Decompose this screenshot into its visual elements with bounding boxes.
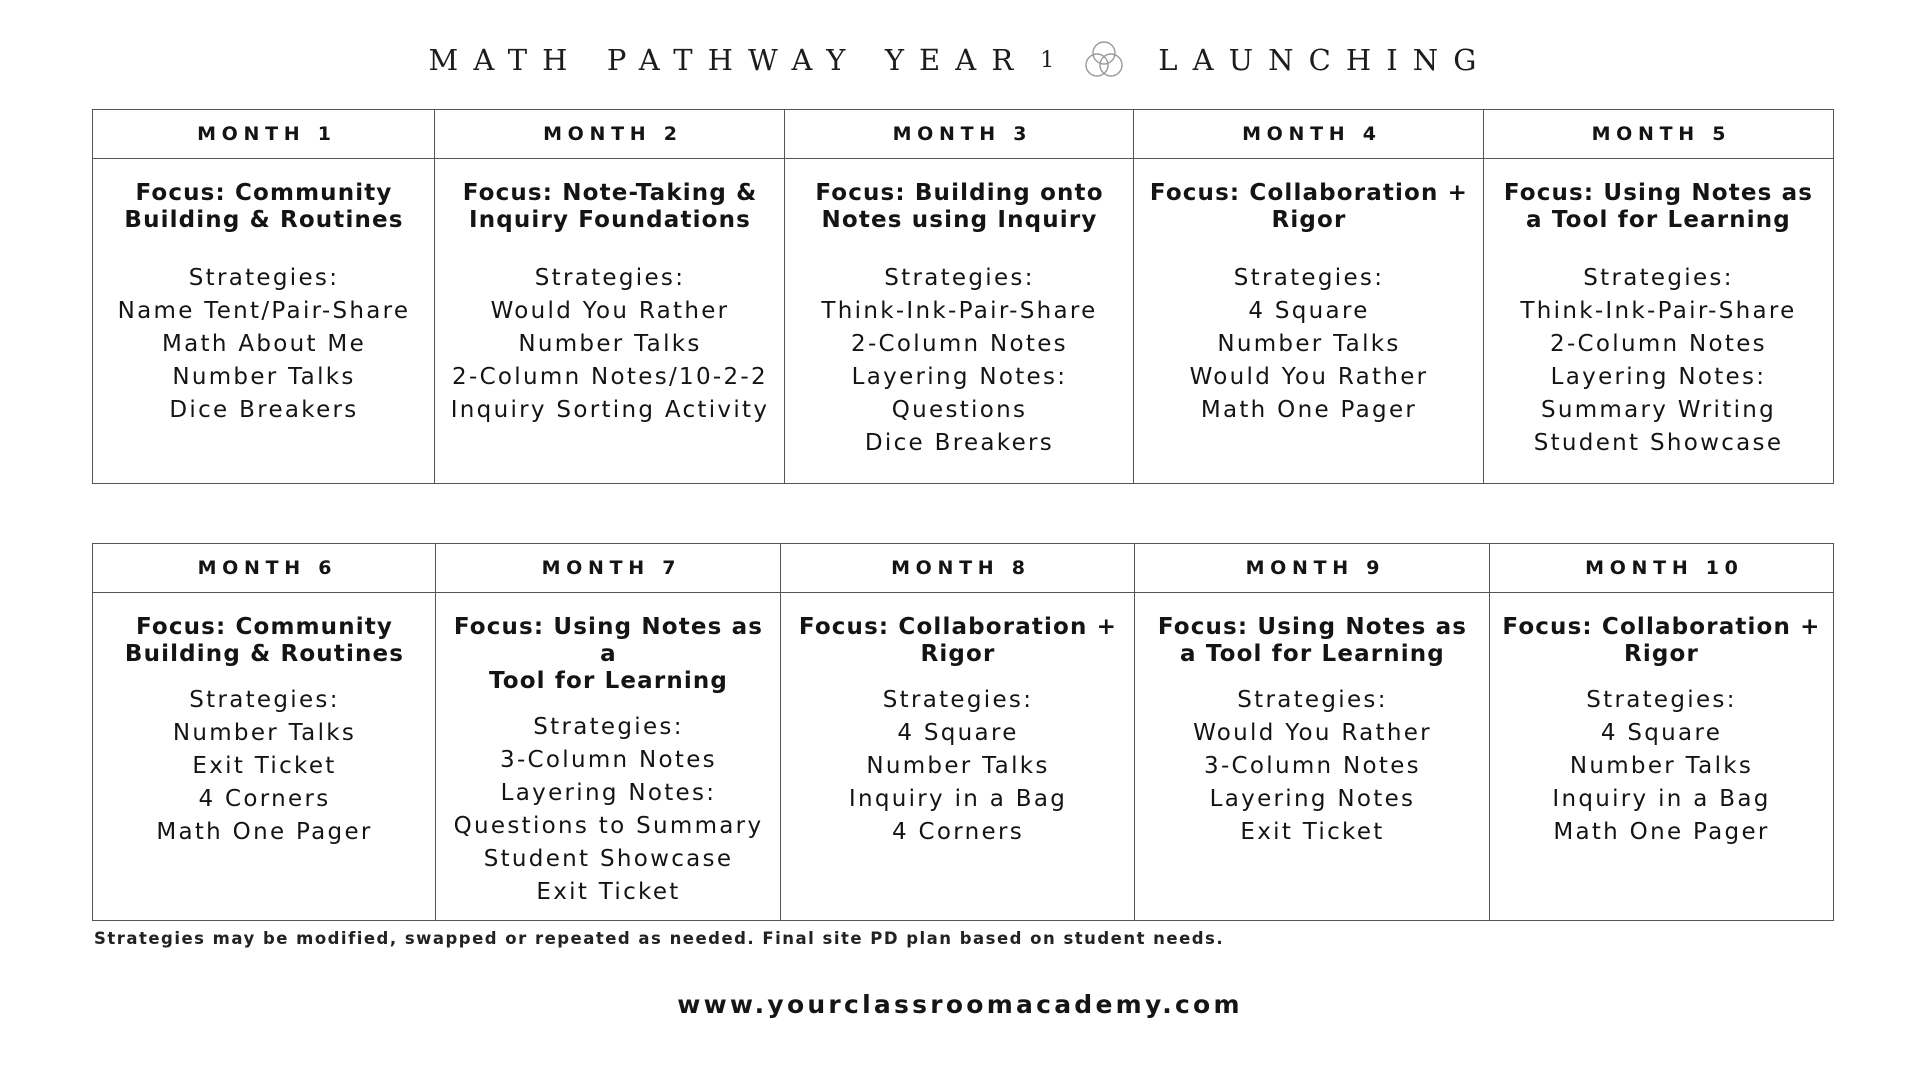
- strategy-item: Student Showcase: [1533, 430, 1784, 456]
- strategy-item: 2-Column Notes/10-2-2: [452, 364, 768, 390]
- strategy-item: 4 Square: [897, 720, 1019, 746]
- strategy-item: 2-Column Notes: [1550, 331, 1767, 357]
- month-focus: Focus: Using Notes as a Tool for Learning: [1157, 614, 1468, 667]
- footnote: Strategies may be modified, swapped or repeated as needed. Final site PD plan based on student needs.: [94, 929, 1225, 948]
- overlapping-circles-icon: [1080, 36, 1128, 84]
- strategy-item: Math One Pager: [156, 819, 373, 845]
- strategies-heading: Strategies:: [1583, 265, 1734, 291]
- page-header: [0, 32, 1920, 88]
- strategy-list: [93, 684, 436, 849]
- strategy-item: Exit Ticket: [1240, 819, 1385, 845]
- page-title-left: MATH PATHWAY YEAR: [428, 43, 1029, 77]
- strategy-item: Layering Notes: [1209, 786, 1416, 812]
- month-column: [1489, 544, 1834, 920]
- page-title-right: LAUNCHING: [1158, 43, 1492, 77]
- strategy-list: [1134, 262, 1484, 427]
- strategy-item: 4 Corners: [198, 786, 331, 812]
- month-label: MONTH 2: [435, 110, 785, 159]
- month-focus: Focus: Using Notes as a Tool for Learning: [1503, 180, 1814, 233]
- strategies-heading: Strategies:: [1586, 687, 1737, 713]
- strategies-heading: Strategies:: [1237, 687, 1388, 713]
- month-label: MONTH 1: [93, 110, 435, 159]
- month-label: MONTH 4: [1134, 110, 1484, 159]
- strategy-item: Exit Ticket: [536, 879, 681, 905]
- month-label: MONTH 6: [93, 544, 436, 593]
- strategy-item: Math One Pager: [1200, 397, 1418, 423]
- strategy-item: Student Showcase: [483, 846, 734, 872]
- month-focus: Focus: Building onto Notes using Inquiry: [815, 180, 1104, 233]
- strategy-item: Would You Rather: [490, 298, 730, 324]
- strategy-list: [1135, 684, 1490, 849]
- strategy-item: 4 Square: [1248, 298, 1370, 324]
- month-column: [1133, 110, 1484, 483]
- month-focus: Focus: Collaboration + Rigor: [1502, 614, 1821, 667]
- strategy-item: Questions to Summary: [453, 813, 764, 839]
- month-label: MONTH 9: [1135, 544, 1490, 593]
- strategy-item: Number Talks: [518, 331, 702, 357]
- month-column: [780, 544, 1135, 920]
- strategies-heading: Strategies:: [884, 265, 1035, 291]
- month-focus: Focus: Collaboration + Rigor: [1149, 180, 1469, 233]
- strategy-item: Inquiry Sorting Activity: [450, 397, 770, 423]
- month-column: [1134, 544, 1490, 920]
- strategy-item: Exit Ticket: [192, 753, 337, 779]
- months-grid-bottom: [92, 543, 1834, 921]
- strategy-item: 3-Column Notes: [500, 747, 717, 773]
- month-column: [1483, 110, 1834, 483]
- month-label: MONTH 10: [1490, 544, 1833, 593]
- strategy-item: Would You Rather: [1189, 364, 1429, 390]
- month-label: MONTH 5: [1484, 110, 1833, 159]
- strategy-item: Number Talks: [172, 364, 356, 390]
- strategy-item: Number Talks: [1569, 753, 1754, 779]
- strategy-item: Layering Notes:: [1550, 364, 1767, 390]
- strategy-list: [1484, 262, 1833, 460]
- strategy-list: [93, 262, 435, 427]
- strategy-item: Layering Notes:: [851, 364, 1068, 390]
- strategy-item: 3-Column Notes: [1204, 753, 1421, 779]
- strategies-heading: Strategies:: [188, 265, 340, 291]
- strategies-heading: Strategies:: [1233, 265, 1385, 291]
- strategy-item: Inquiry in a Bag: [1552, 786, 1771, 812]
- strategy-item: Summary Writing: [1540, 397, 1777, 423]
- strategy-item: Math One Pager: [1553, 819, 1770, 845]
- month-label: MONTH 7: [436, 544, 781, 593]
- strategy-item: Math About Me: [161, 331, 367, 357]
- strategies-heading: Strategies:: [882, 687, 1034, 713]
- month-focus: Focus: Community Building & Routines: [124, 180, 404, 233]
- strategy-item: Number Talks: [172, 720, 357, 746]
- strategy-item: Think-Ink-Pair-Share: [821, 298, 1098, 324]
- strategy-item: Dice Breakers: [864, 430, 1055, 456]
- month-column: [92, 110, 435, 483]
- strategy-item: 2-Column Notes: [851, 331, 1068, 357]
- month-focus: Focus: Note-Taking & Inquiry Foundations: [462, 180, 758, 233]
- website-url[interactable]: www.yourclassroomacademy.com: [677, 990, 1243, 1019]
- strategy-item: Dice Breakers: [169, 397, 359, 423]
- strategy-item: Layering Notes:: [500, 780, 717, 806]
- month-label: MONTH 8: [781, 544, 1135, 593]
- month-column: [435, 544, 781, 920]
- strategy-item: Name Tent/Pair-Share: [117, 298, 411, 324]
- strategy-list: [785, 262, 1134, 460]
- strategies-heading: Strategies:: [189, 687, 340, 713]
- strategy-item: 4 Square: [1600, 720, 1723, 746]
- month-focus: Focus: Collaboration + Rigor: [798, 614, 1118, 667]
- strategy-item: Think-Ink-Pair-Share: [1520, 298, 1797, 324]
- strategy-item: Number Talks: [866, 753, 1050, 779]
- strategy-item: 4 Corners: [892, 819, 1024, 845]
- month-column: [434, 110, 785, 483]
- month-label: MONTH 3: [785, 110, 1134, 159]
- strategy-list: [781, 684, 1135, 849]
- month-focus: Focus: Using Notes as a Tool for Learning: [453, 614, 764, 694]
- strategy-item: Questions: [891, 397, 1028, 423]
- strategy-item: Number Talks: [1217, 331, 1401, 357]
- strategies-heading: Strategies:: [533, 714, 684, 740]
- months-grid-top: [92, 109, 1834, 484]
- month-column: [784, 110, 1134, 483]
- strategy-item: Inquiry in a Bag: [848, 786, 1068, 812]
- strategy-list: [1490, 684, 1833, 849]
- year-number: 1: [1040, 47, 1055, 73]
- month-column: [92, 544, 436, 920]
- strategy-item: Would You Rather: [1193, 720, 1432, 746]
- month-focus: Focus: Community Building & Routines: [124, 614, 405, 667]
- strategy-list: [435, 262, 785, 427]
- strategies-heading: Strategies:: [534, 265, 686, 291]
- strategy-list: [436, 711, 781, 909]
